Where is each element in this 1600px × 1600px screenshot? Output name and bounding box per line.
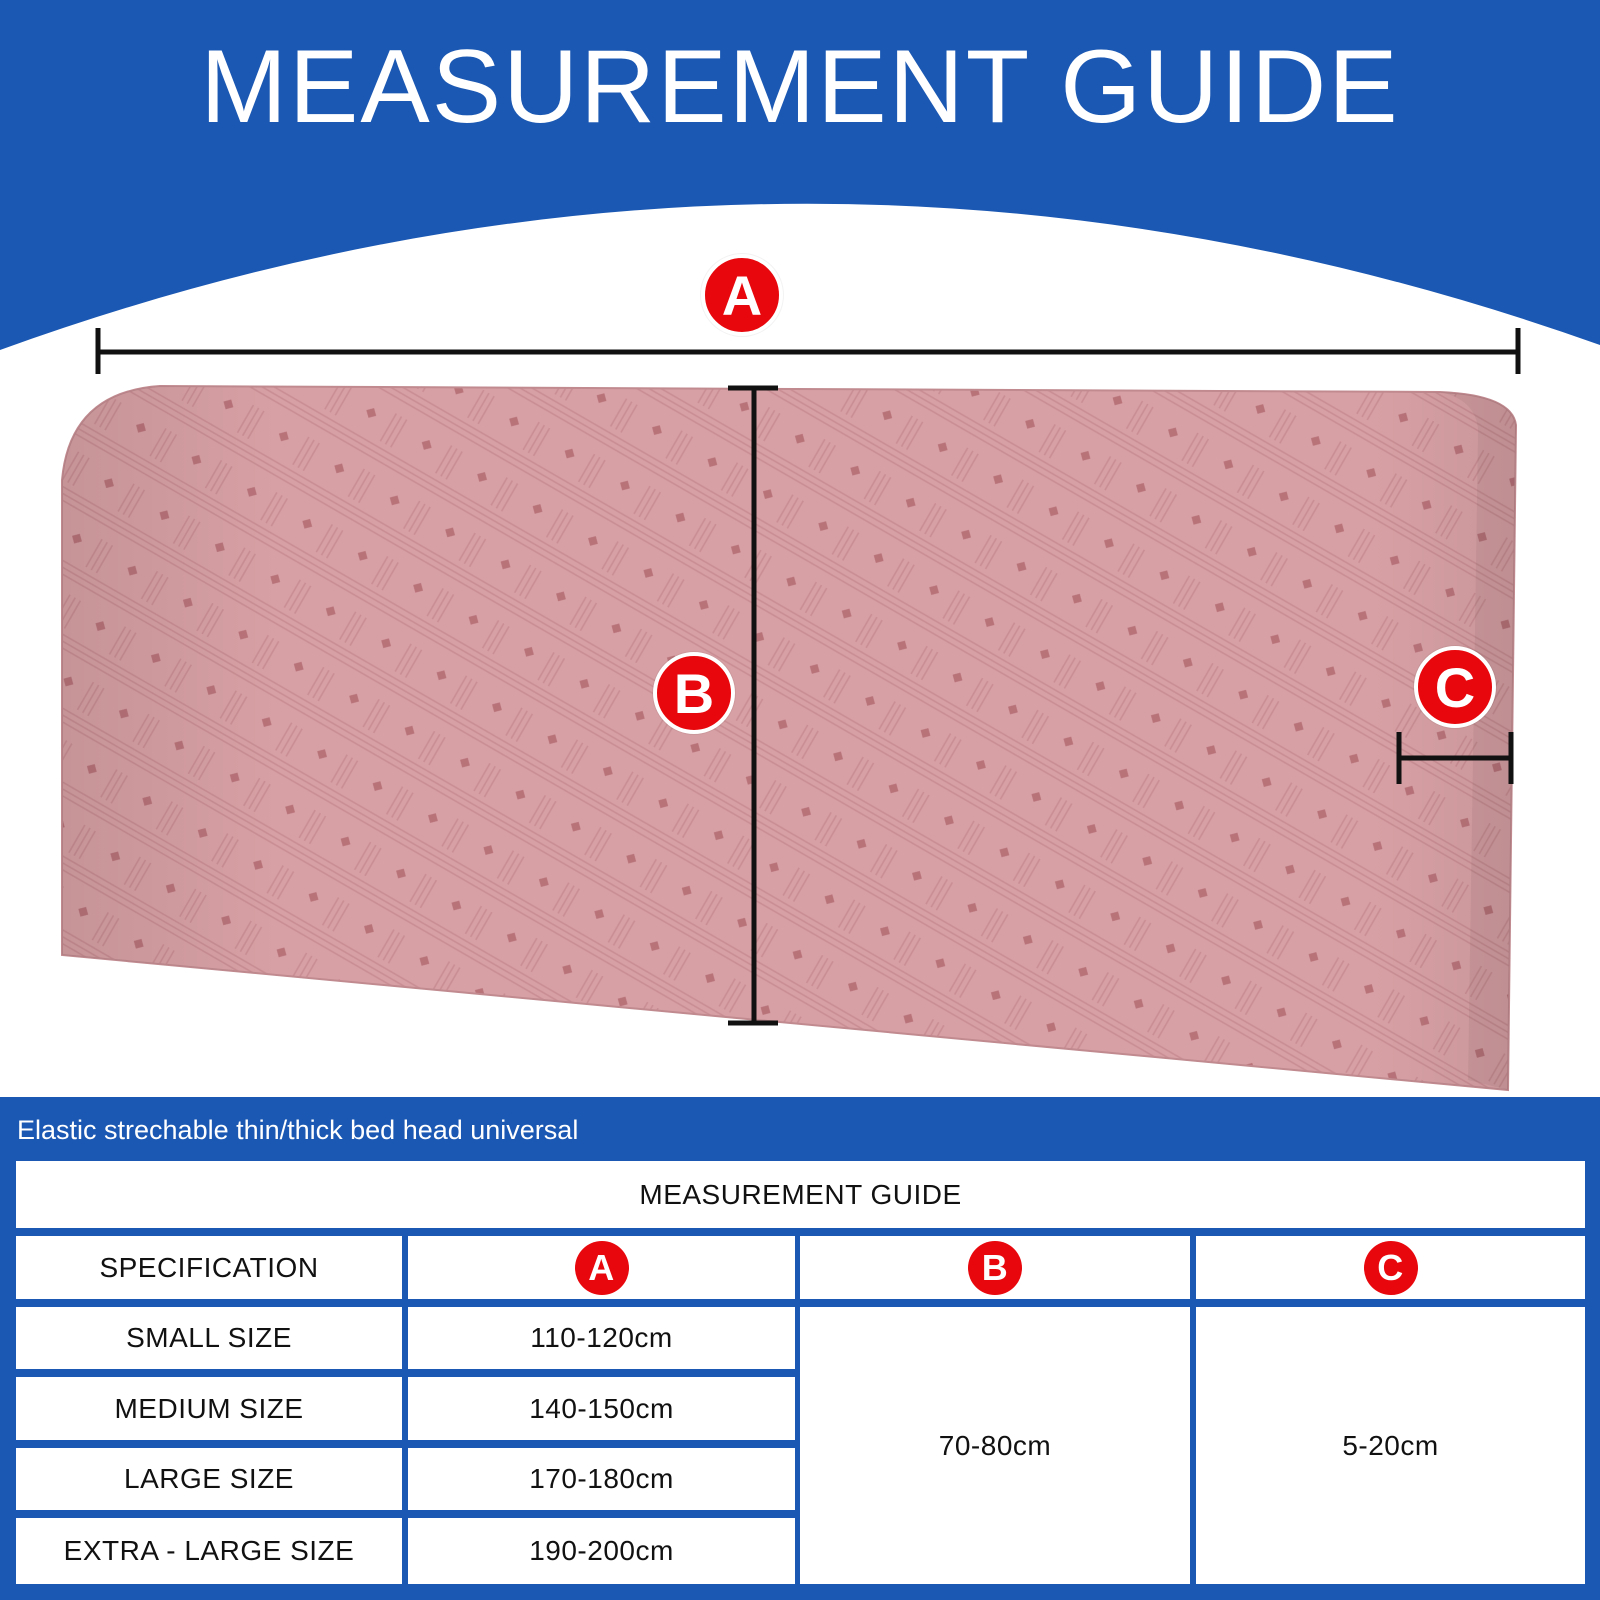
header-a-badge: A [575,1241,629,1295]
label-a-badge: A [701,254,783,336]
page-title: MEASUREMENT GUIDE [200,29,1400,145]
headboard-cushion [62,386,1516,1090]
row-xl-a: 190-200cm [408,1518,795,1584]
row-large-spec: LARGE SIZE [16,1448,402,1510]
row-small-spec: SMALL SIZE [16,1307,402,1369]
table-title: MEASUREMENT GUIDE [16,1161,1585,1228]
row-large-a: 170-180cm [408,1448,795,1510]
table-caption: Elastic strechable thin/thick bed head universal [17,1115,579,1145]
size-table-section [0,1097,1600,1600]
row-small-a: 110-120cm [408,1307,795,1369]
row-medium-a: 140-150cm [408,1377,795,1440]
shared-c-value: 5-20cm [1196,1307,1585,1584]
row-xl-spec: EXTRA - LARGE SIZE [16,1518,402,1584]
header-specification: SPECIFICATION [16,1236,402,1299]
header-b [800,1236,1190,1299]
label-b-badge: B [653,652,735,734]
header-c [1196,1236,1585,1299]
measure-line-a [98,328,1518,374]
shared-b-value: 70-80cm [800,1307,1190,1584]
header-a [408,1236,795,1299]
row-medium-spec: MEDIUM SIZE [16,1377,402,1440]
header-b-badge: B [968,1241,1022,1295]
label-c-badge: C [1414,646,1496,728]
header-c-badge: C [1364,1241,1418,1295]
